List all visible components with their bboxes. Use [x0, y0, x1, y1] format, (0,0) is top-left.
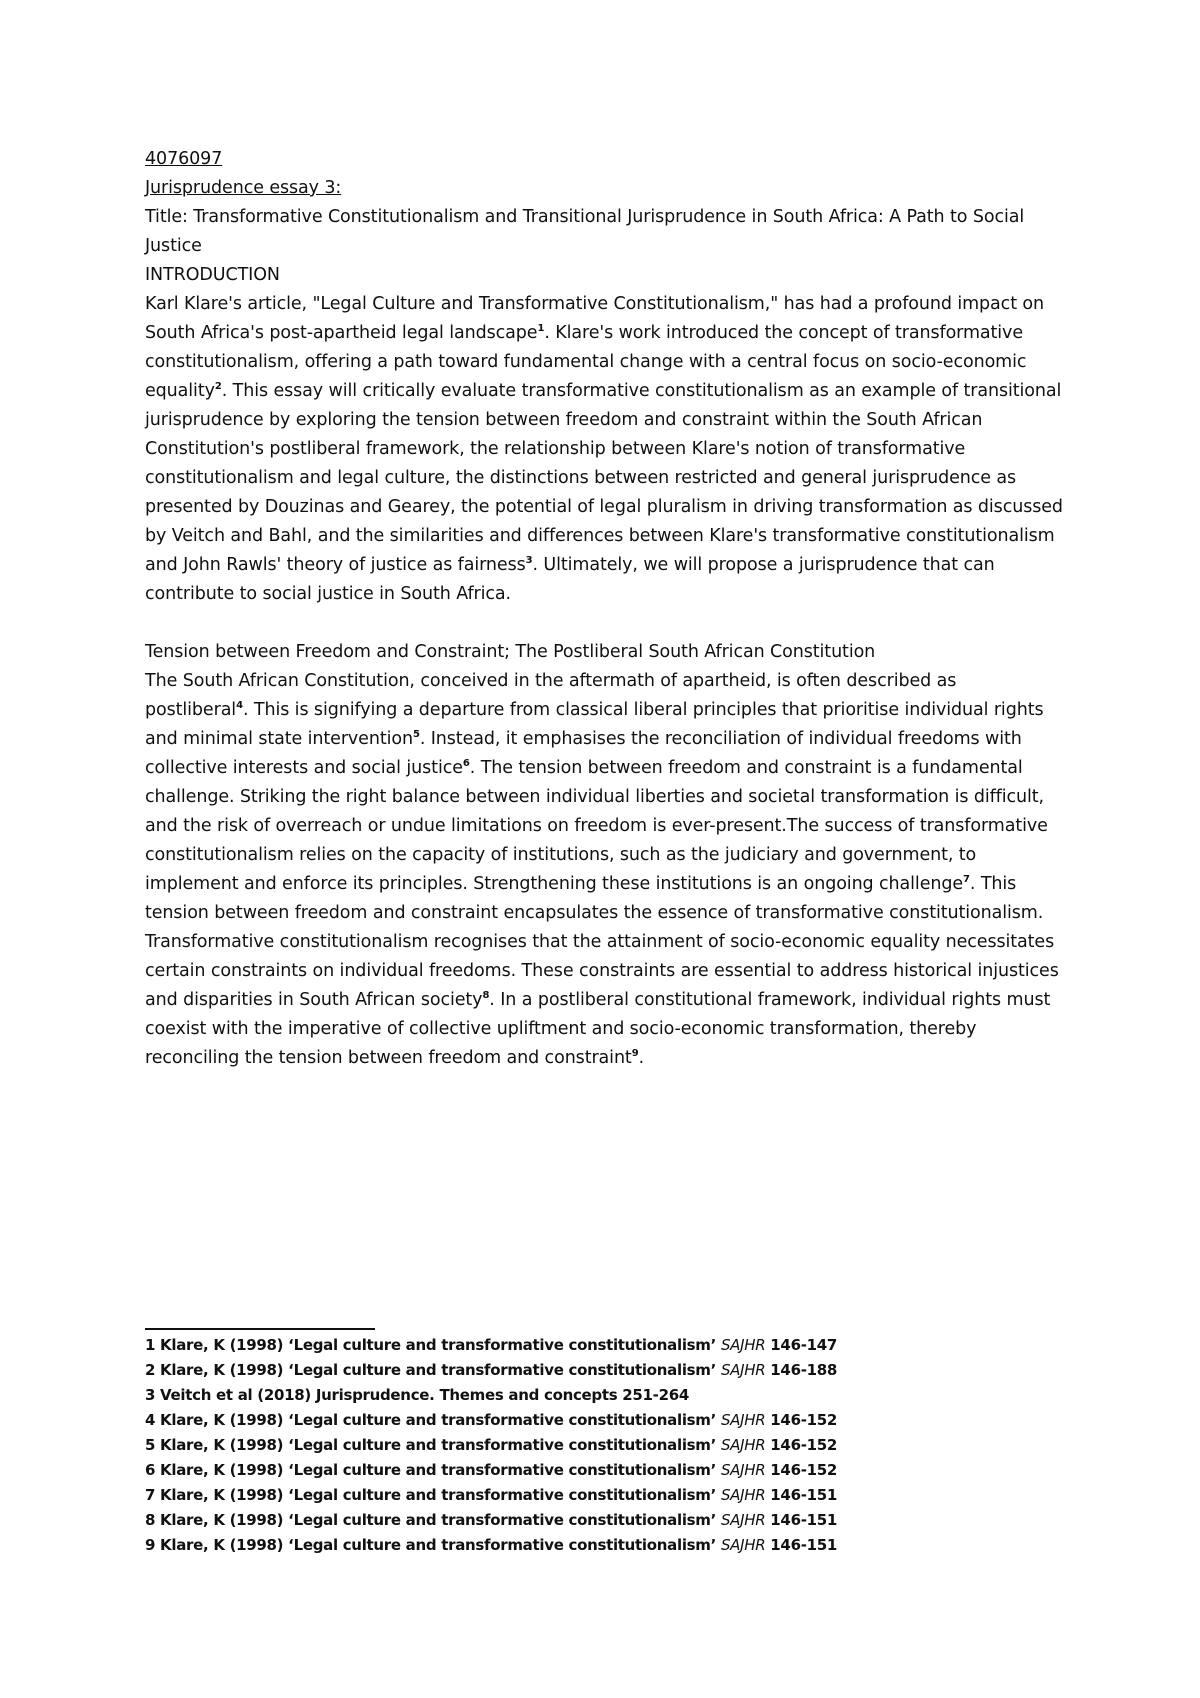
footnote-ref-6: 6 — [462, 758, 470, 770]
footnote-ref-8: 8 — [482, 990, 490, 1002]
footnote-ref-2: 2 — [214, 381, 222, 393]
section-heading: Tension between Freedom and Constraint; The Postliberal South African Constitution — [145, 642, 876, 662]
essay-body — [145, 145, 1065, 1073]
footnote-5: 5 Klare, K (1998) ‘Legal culture and transformative constitutionalism’ SAJHR 146-152 — [145, 1436, 838, 1454]
footnote-6: 6 Klare, K (1998) ‘Legal culture and transformative constitutionalism’ SAJHR 146-152 — [145, 1461, 838, 1479]
footnote-8: 8 Klare, K (1998) ‘Legal culture and transformative constitutionalism’ SAJHR 146-151 — [145, 1511, 838, 1529]
footnote-9: 9 Klare, K (1998) ‘Legal culture and transformative constitutionalism’ SAJHR 146-151 — [145, 1536, 838, 1554]
essay-label: Jurisprudence essay 3: — [145, 178, 342, 198]
introduction-paragraph: Karl Klare's article, "Legal Culture and Transformative Constitutionalism," has had a profound impact on South Africa's post-apartheid legal landscape$^1$. Klare's work introduced the concept of transformative constitutionalism, offering a path toward fundamental change with a central focus on socio-economic equality$^2$. This essay will critically evaluate transformative constitutionalism as an example of transitional jurisprudence by exploring the tension between freedom and constraint within the South African Constitution's postliberal framework, the relationship between Klare's notion of transformative constitutionalism and legal culture, the distinctions between restricted and general jurisprudence as presented by Douzinas and Gearey, the potential of legal pluralism in driving transformation as discussed by Veitch and Bahl, and the similarities and differences between Klare's transformative constitutionalism and John Rawls' theory of justice as fairness$^3$. Ultimately, we will propose a jurisprudence that can contribute to social justice in South Africa. — [145, 294, 1063, 604]
footnote-2: 2 Klare, K (1998) ‘Legal culture and transformative constitutionalism’ SAJHR 146-188 — [145, 1361, 838, 1379]
footnote-ref-3: 3 — [525, 555, 533, 567]
essay-title: Title: Transformative Constitutionalism and Transitional Jurisprudence in South Africa: A Path to Social Justice — [145, 207, 1025, 256]
footnote-ref-7: 7 — [963, 874, 970, 886]
footnote-4: 4 Klare, K (1998) ‘Legal culture and transformative constitutionalism’ SAJHR 146-152 — [145, 1411, 838, 1429]
section-paragraph-1: The South African Constitution, conceived in the aftermath of apartheid, is often described as postliberal$^4$. This is signifying a departure from classical liberal principles that prioritise individual rights and minimal state intervention$^5$. Instead, it emphasises the reconciliation of individual freedoms with collective interests and social justice$^6$. The tension between freedom and constraint is a fundamental challenge. Striking the right balance between individual liberties and societal transformation is difficult, and the risk of overreach or undue limitations on freedom is ever-present.The success of transformative constitutionalism relies on the capacity of institutions, such as the judiciary and government, to implement and enforce its principles. Strengthening these institutions is an ongoing challenge$^7$. This tension between freedom and constraint encapsulates the essence of transformative constitutionalism. — [145, 671, 1048, 923]
footnote-1: 1 Klare, K (1998) ‘Legal culture and transformative constitutionalism’ SAJHR 146-147 — [145, 1336, 838, 1354]
section-paragraph-2: Transformative constitutionalism recognises that the attainment of socio-economic equality necessitates certain constraints on individual freedoms. These constraints are essential to address historical injustices and disparities in South African society$^8$. In a postliberal constitutional framework, individual rights must coexist with the imperative of collective upliftment and socio-economic transformation, thereby reconciling the tension between freedom and constraint$^9$. — [145, 932, 1059, 1068]
footnote-7: 7 Klare, K (1998) ‘Legal culture and transformative constitutionalism’ SAJHR 146-151 — [145, 1486, 838, 1504]
footnote-ref-9: 9 — [631, 1048, 639, 1060]
footnote-3: 3 Veitch et al (2018) Jurisprudence. Themes and concepts 251-264 — [145, 1386, 690, 1404]
footnotes — [145, 1333, 1025, 1558]
footnote-ref-4: 4 — [236, 700, 243, 712]
footnote-ref-1: 1 — [537, 323, 545, 335]
footnote-ref-5: 5 — [412, 729, 420, 741]
student-number: 4076097 — [145, 149, 223, 169]
introduction-heading: INTRODUCTION — [145, 265, 280, 285]
blank-line — [145, 609, 1065, 638]
footnote-separator — [145, 1328, 375, 1330]
